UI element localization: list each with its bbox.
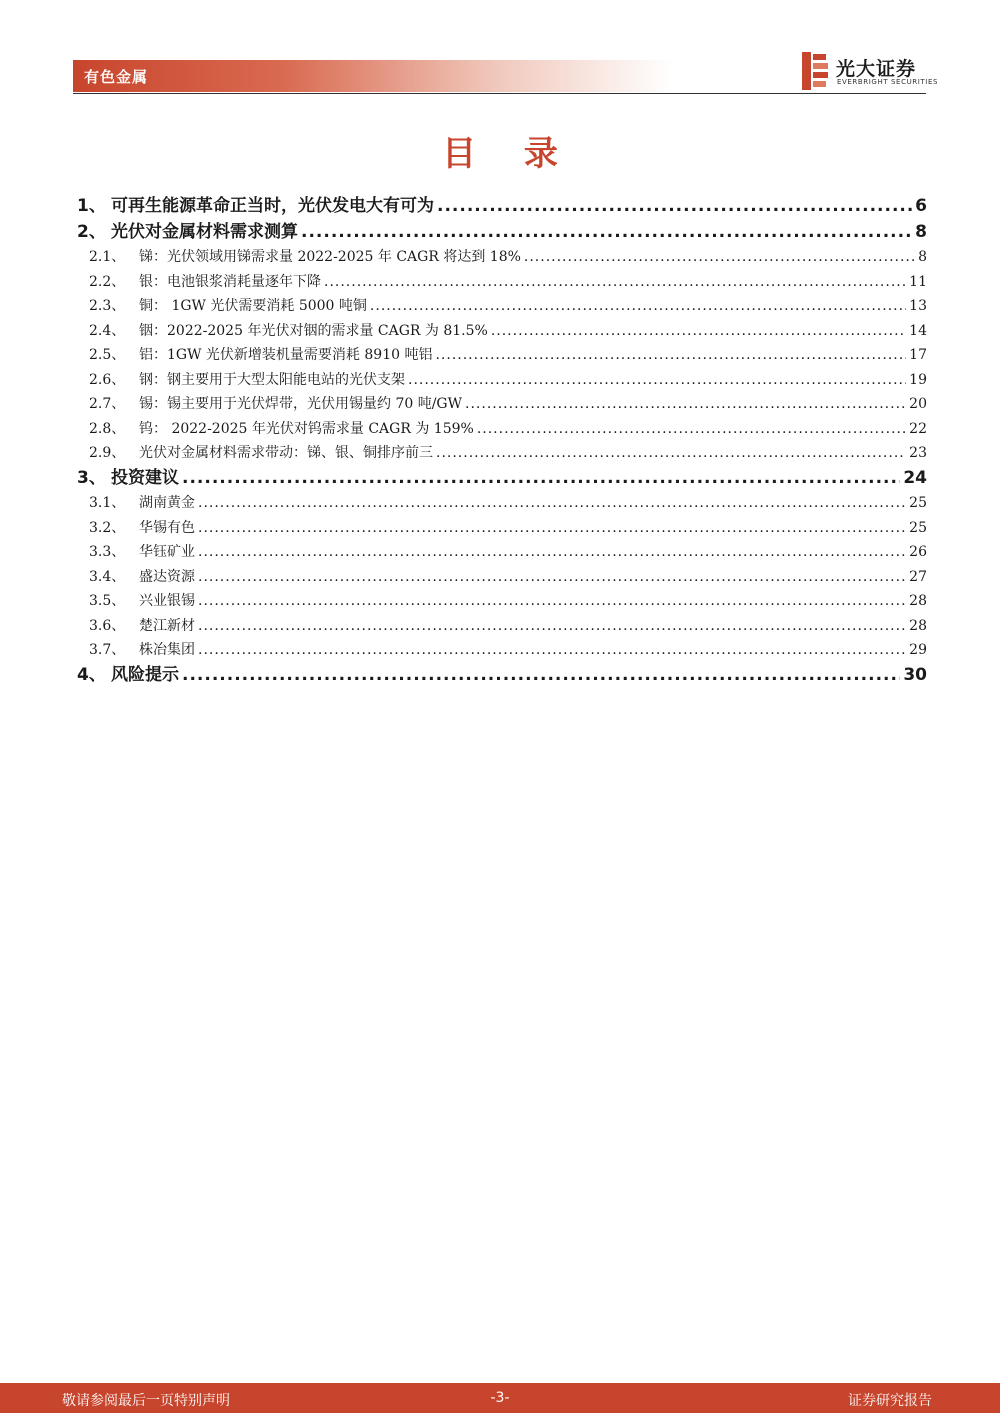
toc-entry-title: 风险提示: [111, 664, 179, 685]
toc-entry-page: 24: [903, 467, 927, 488]
toc-entry[interactable]: [77, 540, 927, 565]
toc-leader-dots: [435, 343, 906, 368]
toc-entry-number: 3.4、: [89, 568, 126, 585]
toc-entry-page: 6: [915, 196, 927, 216]
toc-entry[interactable]: [77, 220, 927, 246]
toc-entry-title: 楚江新材: [139, 617, 195, 634]
toc-entry-number: 2.1、: [89, 249, 126, 265]
toc-entry-number: 3.7、: [89, 642, 126, 658]
toc-entry-page: 17: [909, 347, 927, 363]
toc-entry[interactable]: [77, 245, 927, 270]
everbright-logo-icon: [800, 52, 830, 90]
toc-entry-number: 2.9、: [89, 445, 126, 461]
toc-entry-number: 2.3、: [89, 298, 126, 314]
toc-entry-title: 锑：光伏领域用锑需求量 2022-2025 年 CAGR 将达到 18%: [139, 249, 521, 265]
toc-leader-dots: [524, 245, 915, 270]
toc-entry-number: 3.3、: [89, 544, 126, 560]
footer-report-type: 证券研究报告: [848, 1393, 932, 1409]
toc-entry-page: 22: [909, 420, 927, 437]
toc-entry-title: 可再生能源革命正当时，光伏发电大有可为: [111, 196, 434, 216]
toc-leader-dots: [408, 368, 906, 393]
toc-entry-number: 3、: [77, 467, 106, 488]
toc-entry-title: 银：电池银浆消耗量逐年下降: [139, 273, 321, 290]
toc-entry[interactable]: [77, 392, 927, 417]
toc-leader-dots: [182, 466, 900, 492]
toc-entry[interactable]: [77, 441, 927, 466]
table-of-contents: [77, 194, 927, 688]
toc-leader-dots: [324, 270, 906, 295]
toc-entry-title: 华钰矿业: [139, 544, 195, 560]
toc-entry-number: 2.6、: [89, 371, 126, 388]
toc-entry[interactable]: [77, 466, 927, 492]
toc-entry[interactable]: [77, 319, 927, 344]
toc-entry-title: 光伏对金属材料需求测算: [111, 221, 298, 242]
toc-entry[interactable]: [77, 516, 927, 541]
toc-entry[interactable]: [77, 343, 927, 368]
toc-entry-title: 华锡有色: [139, 519, 195, 536]
toc-entry-title: 铟：2022-2025 年光伏对铟的需求量 CAGR 为 81.5%: [139, 322, 488, 339]
toc-entry-page: 8: [915, 221, 927, 242]
toc-entry-title: 铝：1GW 光伏新增装机量需要消耗 8910 吨铝: [139, 347, 433, 363]
toc-entry-page: 11: [909, 273, 927, 290]
toc-leader-dots: [198, 638, 906, 663]
toc-entry-number: 3.2、: [89, 519, 126, 536]
toc-entry-number: 2、: [77, 221, 106, 242]
toc-entry-title: 钨： 2022-2025 年光伏对钨需求量 CAGR 为 159%: [139, 420, 474, 437]
toc-entry-page: 30: [903, 664, 927, 685]
brand-name-en: EVERBRIGHT SECURITIES: [837, 78, 939, 86]
toc-entry[interactable]: [77, 663, 927, 689]
toc-entry-page: 26: [909, 544, 927, 560]
toc-leader-dots: [477, 417, 906, 442]
footer-page-number: -3-: [490, 1390, 510, 1406]
toc-entry-page: 28: [909, 617, 927, 634]
toc-entry-title: 湖南黄金: [139, 495, 195, 511]
header-section-label: 有色金属: [84, 68, 149, 86]
toc-entry-number: 1、: [77, 196, 106, 216]
toc-leader-dots: [198, 540, 906, 565]
toc-leader-dots: [198, 516, 906, 541]
toc-entry-page: 29: [909, 642, 927, 658]
toc-leader-dots: [437, 194, 912, 220]
toc-entry-title: 钢：钢主要用于大型太阳能电站的光伏支架: [139, 371, 405, 388]
toc-leader-dots: [491, 319, 906, 344]
toc-leader-dots: [198, 565, 906, 590]
toc-entry-page: 14: [909, 322, 927, 339]
toc-entry-page: 8: [918, 249, 927, 265]
toc-entry[interactable]: [77, 368, 927, 393]
brand-logo: [800, 50, 939, 90]
toc-entry-page: 23: [909, 445, 927, 461]
toc-entry-page: 25: [909, 519, 927, 536]
toc-entry-title: 投资建议: [111, 467, 179, 488]
toc-entry-page: 28: [909, 593, 927, 609]
toc-entry-title: 锡：锡主要用于光伏焊带，光伏用锡量约 70 吨/GW: [139, 396, 463, 412]
toc-entry[interactable]: [77, 294, 927, 319]
header-section-bar: [73, 60, 673, 92]
toc-entry-number: 3.1、: [89, 495, 126, 511]
toc-leader-dots: [198, 614, 906, 639]
toc-entry-number: 2.2、: [89, 273, 126, 290]
toc-entry-number: 2.5、: [89, 347, 126, 363]
page-title: 目 录: [442, 134, 576, 174]
toc-leader-dots: [301, 220, 912, 246]
toc-entry-number: 2.4、: [89, 322, 126, 339]
toc-entry-number: 2.8、: [89, 420, 126, 437]
toc-entry-number: 4、: [77, 664, 106, 685]
toc-leader-dots: [436, 441, 906, 466]
brand-name-cn: 光大证券: [836, 58, 917, 80]
toc-leader-dots: [198, 589, 906, 614]
toc-leader-dots: [182, 663, 900, 689]
toc-entry-title: 光伏对金属材料需求带动：锑、银、铜排序前三: [139, 445, 433, 461]
toc-entry-title: 铜： 1GW 光伏需要消耗 5000 吨铜: [139, 298, 367, 314]
toc-entry[interactable]: [77, 614, 927, 639]
toc-entry[interactable]: [77, 638, 927, 663]
toc-entry-number: 3.5、: [89, 593, 126, 609]
toc-entry-title: 兴业银锡: [139, 593, 195, 609]
toc-leader-dots: [198, 491, 906, 516]
toc-entry[interactable]: [77, 194, 927, 220]
toc-entry[interactable]: [77, 589, 927, 614]
toc-entry[interactable]: [77, 491, 927, 516]
header-divider: [73, 93, 926, 94]
toc-entry[interactable]: [77, 417, 927, 442]
toc-entry-page: 20: [909, 396, 927, 412]
toc-leader-dots: [465, 392, 906, 417]
toc-entry[interactable]: [77, 565, 927, 590]
toc-entry-page: 19: [909, 371, 927, 388]
footer-disclaimer: 敬请参阅最后一页特别声明: [62, 1393, 230, 1409]
toc-entry-title: 株冶集团: [139, 642, 195, 658]
toc-entry-page: 25: [909, 495, 927, 511]
toc-entry-page: 27: [909, 568, 927, 585]
toc-entry-title: 盛达资源: [139, 568, 195, 585]
toc-entry-page: 13: [909, 298, 927, 314]
toc-entry-number: 2.7、: [89, 396, 126, 412]
toc-entry[interactable]: [77, 270, 927, 295]
toc-leader-dots: [370, 294, 906, 319]
toc-entry-number: 3.6、: [89, 617, 126, 634]
